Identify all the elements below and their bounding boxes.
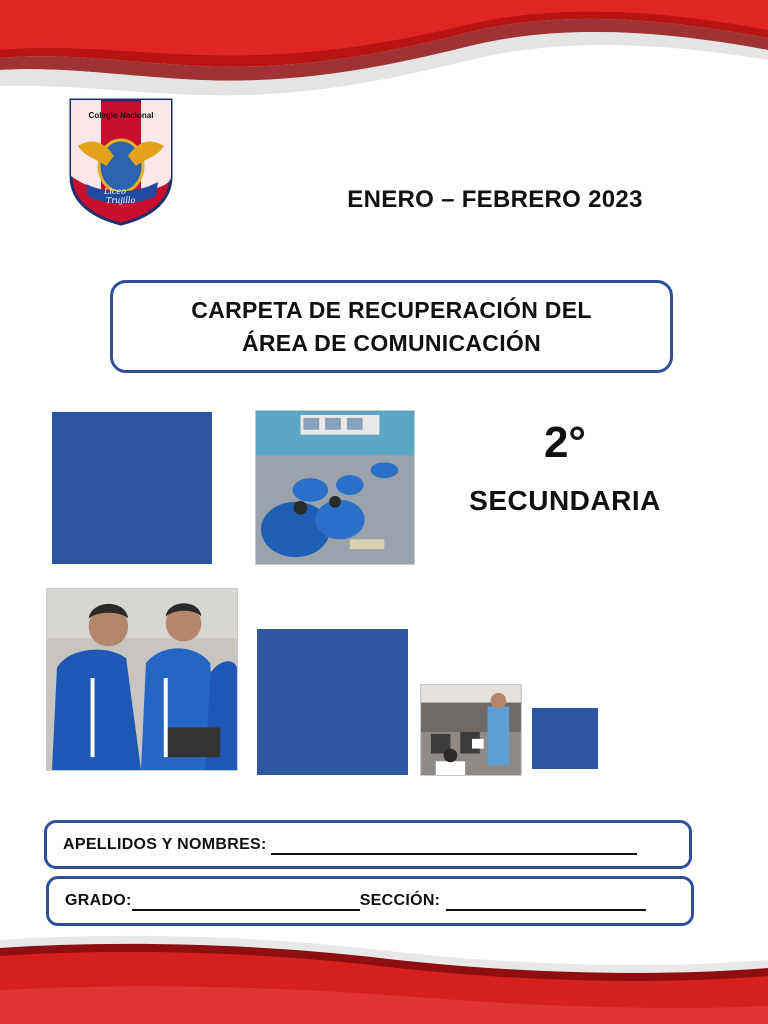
blue-square-3 [532,708,598,769]
top-wave-decoration [0,0,768,110]
title-line-1: CARPETA DE RECUPERACIÓN DEL [191,296,592,323]
logo-script-line2: Trujillo [106,196,136,205]
blue-square-2 [257,629,408,775]
names-label: APELLIDOS Y NOMBRES: [63,835,267,853]
school-crest-icon [66,96,176,226]
classroom-photo [420,684,522,776]
date-heading: ENERO – FEBRERO 2023 [347,186,643,213]
section-input-line[interactable] [446,891,646,911]
names-field-box [44,820,692,869]
bottom-wave-decoration [0,930,768,1024]
section-label: SECCIÓN: [359,892,441,909]
grade-level: SECUNDARIA [469,485,661,516]
grade-section-box [46,876,694,926]
title-line-2: ÁREA DE COMUNICACIÓN [241,329,542,356]
blue-square-1 [52,412,212,564]
students-chess-photo [255,410,415,565]
logo-institution-text: Colegio Nacional [88,111,154,120]
title-box [110,280,673,373]
grade-number: 2° [543,418,587,467]
students-uniform-photo [46,588,238,771]
grade-input-line[interactable] [132,891,360,911]
logo-script-line1: Liceo [104,187,126,196]
grade-label: GRADO: [65,892,132,909]
names-input-line[interactable] [271,835,637,855]
